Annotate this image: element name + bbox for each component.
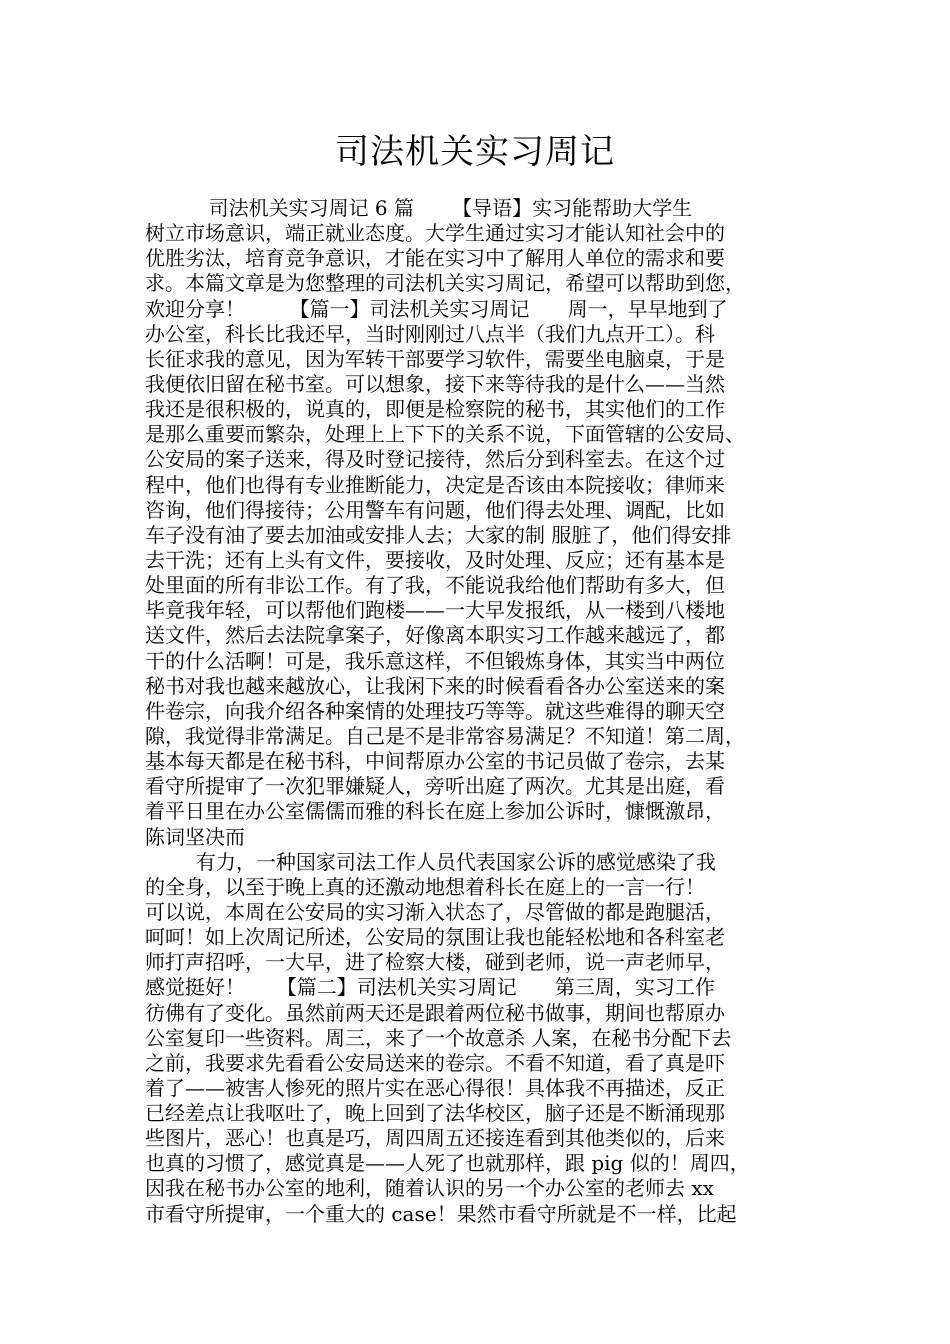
body-line: 求。本篇文章是为您整理的司法机关实习周记，希望可以帮助到您，: [145, 271, 745, 296]
body-line: 我便依旧留在秘书室。可以想象，接下来等待我的是什么——当然: [145, 371, 725, 396]
body-line: 公安局的案子送来，得及时登记接待，然后分到科室去。在这个过: [145, 447, 725, 472]
body-line: 也真的习惯了，感觉真是——人死了也就那样，跟 pig 似的！周四，: [145, 1151, 750, 1176]
body-line: 秘书对我也越来越放心，让我闲下来的时候看看各办公室送来的案: [145, 673, 725, 698]
body-line: 看守所提审了一次犯罪嫌疑人，旁听出庭了两次。尤其是出庭，看: [145, 774, 725, 799]
body-line: 彷佛有了变化。虽然前两天还是跟着两位秘书做事，期间也帮原办: [145, 1000, 725, 1025]
body-line: 的全身，以至于晚上真的还激动地想着科长在庭上的一言一行！: [145, 874, 705, 899]
body-line: 公室复印一些资料。周三，来了一个故意杀 人案，在秘书分配下去: [145, 1025, 732, 1050]
body-line: 可以说，本周在公安局的实习渐入状态了，尽管做的都是跑腿活，: [145, 899, 725, 924]
body-line: 基本每天都是在秘书科，中间帮原办公室的书记员做了卷宗，去某: [145, 749, 725, 774]
body-line: 司法机关实习周记 6 篇 【导语】实习能帮助大学生: [145, 196, 693, 220]
body-line: 程中，他们也得有专业推断能力，决定是否该由本院接收；律师来: [145, 472, 725, 497]
body-line: 感觉挺好！ 【篇二】司法机关实习周记 第三周，实习工作: [145, 975, 715, 1000]
body-line: 我还是很积极的，说真的，即便是检察院的秘书，其实他们的工作: [145, 397, 725, 422]
body-line: 车子没有油了要去加油或安排人去；大家的制 服脏了，他们得安排: [145, 522, 732, 547]
body-line: 毕竟我年轻，可以帮他们跑楼——一大早发报纸，从一楼到八楼地: [145, 598, 725, 623]
body-line: 着平日里在办公室儒儒而雅的科长在庭上参加公诉时，慷慨激昂，: [145, 799, 725, 824]
body-line: 有力，一种国家司法工作人员代表国家公诉的感觉感染了我: [145, 849, 716, 874]
body-line: 欢迎分享！ 【篇一】司法机关实习周记 周一，早早地到了: [145, 296, 728, 321]
body-line: 之前，我要求先看看公安局送来的卷宗。不看不知道，看了真是吓: [145, 1050, 725, 1075]
body-line: 师打声招呼，一大早，进了检察大楼，碰到老师，说一声老师早，: [145, 950, 725, 975]
body-line: 去干洗；还有上头有文件，要接收，及时处理、反应；还有基本是: [145, 547, 725, 572]
body-line: 送文件，然后去法院拿案子，好像离本职实习工作越来越远了，都: [145, 623, 725, 648]
body-line: 因我在秘书办公室的地利，随着认识的另一个办公室的老师去 xx: [145, 1176, 714, 1201]
document-title: 司法机关实习周记: [335, 132, 615, 172]
body-line: 市看守所提审，一个重大的 case！果然市看守所就是不一样，比起: [145, 1201, 737, 1226]
body-line: 呵呵！如上次周记所述，公安局的氛围让我也能轻松地和各科室老: [145, 925, 725, 950]
body-line: 件卷宗，向我介绍各种案情的处理技巧等等。就这些难得的聊天空: [145, 698, 725, 723]
body-line: 优胜劣汰，培育竞争意识，才能在实习中了解用人单位的需求和要: [145, 246, 725, 271]
body-line: 长征求我的意见，因为军转干部要学习软件，需要坐电脑桌，于是: [145, 346, 725, 371]
body-line: 隙，我觉得非常满足。自己是不是非常容易满足？不知道！第二周，: [145, 723, 745, 748]
body-line: 咨询，他们得接待；公用警车有问题，他们得去处理、调配，比如: [145, 497, 725, 522]
document-body: [145, 196, 817, 1227]
body-line: 陈词坚决而: [145, 824, 245, 849]
body-line: 树立市场意识，端正就业态度。大学生通过实习才能认知社会中的: [145, 221, 725, 246]
body-line: 干的什么活啊！可是，我乐意这样，不但锻炼身体，其实当中两位: [145, 648, 725, 673]
body-line: 办公室，科长比我还早，当时刚刚过八点半（我们九点开工）。科: [145, 321, 715, 346]
body-line: 是那么重要而繁杂，处理上上下下的关系不说，下面管辖的公安局、: [145, 422, 745, 447]
body-line: 着了——被害人惨死的照片实在恶心得很！具体我不再描述，反正: [145, 1075, 725, 1100]
body-line: 处里面的所有非讼工作。有了我，不能说我给他们帮助有多大，但: [145, 573, 725, 598]
body-line: 些图片，恶心！也真是巧，周四周五还接连看到其他类似的，后来: [145, 1126, 725, 1151]
body-line: 已经差点让我呕吐了，晚上回到了法华校区，脑子还是不断涌现那: [145, 1101, 725, 1126]
